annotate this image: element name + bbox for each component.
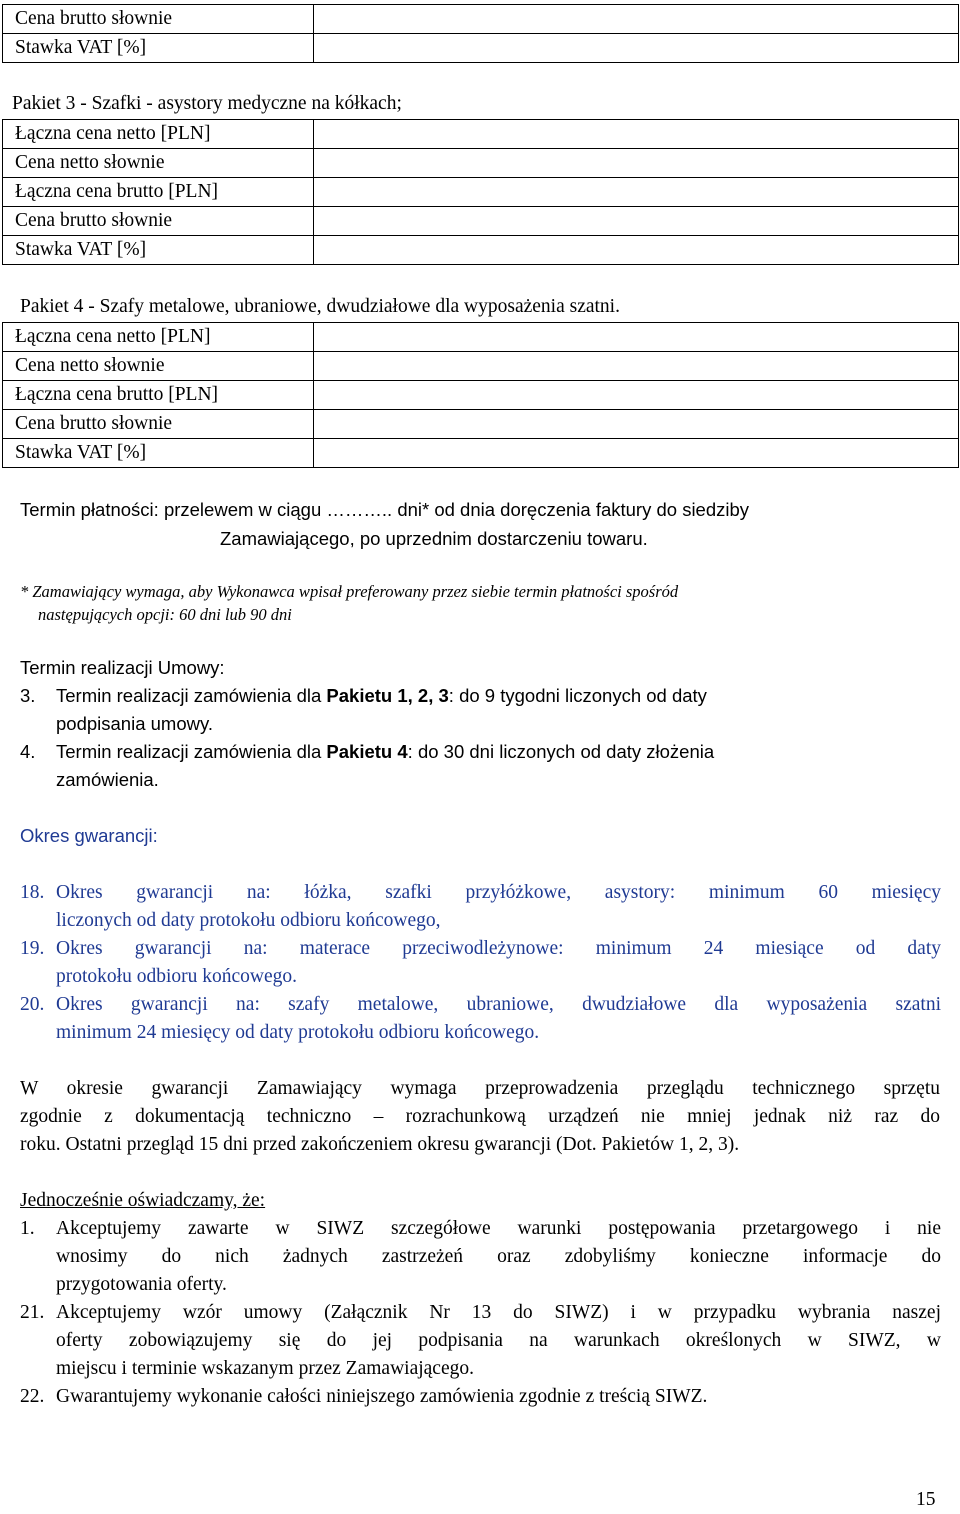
table-row: [3, 34, 959, 63]
realizacja-item-4: [56, 738, 714, 766]
oswiadczenia-item-22-line-1: Gwarantujemy wykonanie całości niniejszego zamówienia zgodnie z treścią SIWZ.: [56, 1386, 708, 1407]
row-label: Cena brutto słownie: [3, 5, 314, 34]
oswiadczenia-item-21-number: 21.: [20, 1302, 45, 1323]
realizacja-item-4-line-2: zamówienia.: [56, 769, 159, 790]
value-cell[interactable]: [314, 178, 959, 207]
gwarancja-item-19-number: 19.: [20, 938, 45, 959]
oswiadczenia-item-21-line-1: Akceptujemy wzór umowy (Załącznik Nr 13 do SIWZ) i w przypadku wybrania naszej: [56, 1302, 941, 1323]
item-text: Termin realizacji zamówienia dla: [56, 685, 327, 706]
przeglad-line-2: zgodnie z dokumentacją techniczno – rozrachunkową urządzeń nie mniej jednak niż raz do: [20, 1106, 940, 1127]
row-label: Stawka VAT [%]: [3, 34, 314, 63]
table-row: [3, 149, 959, 178]
row-label: Cena brutto słownie: [3, 410, 314, 439]
table-pakiet4: [2, 322, 959, 468]
realizacja-item-3-line-2: podpisania umowy.: [56, 713, 213, 734]
gwarancja-item-18-line-2: liczonych od daty protokołu odbioru końcowego,: [56, 910, 441, 931]
oswiadczenia-item-1-line-2: wnosimy do nich żadnych zastrzeżeń oraz zdobyliśmy konieczne informacje do: [56, 1246, 941, 1267]
gwarancja-item-20-line-1: Okres gwarancji na: szafy metalowe, ubraniowe, dwudziałowe dla wyposażenia szatni: [56, 994, 941, 1015]
value-cell[interactable]: [314, 352, 959, 381]
footnote-line-1: * Zamawiający wymaga, aby Wykonawca wpisał preferowany przez siebie termin płatności spośród: [20, 582, 679, 601]
oswiadczenia-item-21-line-3: miejscu i terminie wskazanym przez Zamawiającego.: [56, 1358, 474, 1379]
row-label: Łączna cena brutto [PLN]: [3, 178, 314, 207]
value-cell[interactable]: [314, 381, 959, 410]
pakiet4-title: Pakiet 4 - Szafy metalowe, ubraniowe, dwudziałowe dla wyposażenia szatni.: [20, 296, 620, 317]
table-row: [3, 352, 959, 381]
przeglad-line-1: W okresie gwarancji Zamawiający wymaga przeprowadzenia przeglądu technicznego sprzętu: [20, 1078, 940, 1099]
table-row: [3, 5, 959, 34]
realizacja-item-3-number: 3.: [20, 685, 36, 706]
row-label: Łączna cena brutto [PLN]: [3, 381, 314, 410]
realizacja-heading: Termin realizacji Umowy:: [20, 657, 225, 678]
table-top: [2, 4, 959, 63]
oswiadczenia-item-22-number: 22.: [20, 1386, 45, 1407]
gwarancja-item-19-line-1: Okres gwarancji na: materace przeciwodleżynowe: minimum 24 miesiące od daty: [56, 938, 941, 959]
row-label: Stawka VAT [%]: [3, 439, 314, 468]
payment-line-2: Zamawiającego, po uprzednim dostarczeniu towaru.: [220, 528, 648, 549]
value-cell[interactable]: [314, 410, 959, 439]
value-cell[interactable]: [314, 207, 959, 236]
item-text: Termin realizacji zamówienia dla: [56, 741, 327, 762]
table-row: [3, 323, 959, 352]
row-label: Łączna cena netto [PLN]: [3, 323, 314, 352]
page-number: 15: [916, 1489, 936, 1510]
value-cell[interactable]: [314, 149, 959, 178]
value-cell[interactable]: [314, 120, 959, 149]
row-label: Łączna cena netto [PLN]: [3, 120, 314, 149]
value-cell[interactable]: [314, 5, 959, 34]
row-label: Cena netto słownie: [3, 352, 314, 381]
value-cell[interactable]: [314, 323, 959, 352]
gwarancja-item-18-number: 18.: [20, 882, 45, 903]
oswiadczenia-item-1-number: 1.: [20, 1218, 35, 1239]
oswiadczenia-item-21-line-2: oferty zobowiązujemy się do jej podpisania na warunkach określonych w SIWZ, w: [56, 1330, 941, 1351]
item-text: : do 30 dni liczonych od daty złożenia: [407, 741, 715, 762]
pakiet-ref: Pakietu 1, 2, 3: [326, 685, 449, 706]
realizacja-item-4-number: 4.: [20, 741, 36, 762]
table-row: [3, 236, 959, 265]
table-row: [3, 410, 959, 439]
table-row: [3, 381, 959, 410]
table-row: [3, 439, 959, 468]
row-label: Cena netto słownie: [3, 149, 314, 178]
item-text: : do 9 tygodni liczonych od daty: [448, 685, 707, 706]
gwarancja-item-18-line-1: Okres gwarancji na: łóżka, szafki przyłóżkowe, asystory: minimum 60 miesięcy: [56, 882, 941, 903]
oswiadczenia-item-1-line-1: Akceptujemy zawarte w SIWZ szczegółowe warunki postępowania przetargowego i nie: [56, 1218, 941, 1239]
oswiadczenia-item-1-line-3: przygotowania oferty.: [56, 1274, 227, 1295]
table-row: [3, 178, 959, 207]
przeglad-line-3: roku. Ostatni przegląd 15 dni przed zakończeniem okresu gwarancji (Dot. Pakietów 1, 2, 3).: [20, 1134, 740, 1155]
gwarancja-heading: Okres gwarancji:: [20, 825, 158, 846]
footnote-line-2: następujących opcji: 60 dni lub 90 dni: [38, 605, 292, 624]
value-cell[interactable]: [314, 236, 959, 265]
value-cell[interactable]: [314, 34, 959, 63]
pakiet3-title: Pakiet 3 - Szafki - asystory medyczne na kółkach;: [12, 93, 402, 114]
payment-line-1: Termin płatności: przelewem w ciągu ……….. dni* od dnia doręczenia faktury do siedziby: [20, 499, 750, 520]
gwarancja-item-20-line-2: minimum 24 miesięcy od daty protokołu odbioru końcowego.: [56, 1022, 540, 1043]
oswiadczenia-heading: Jednocześnie oświadczamy, że:: [20, 1190, 266, 1211]
row-label: Stawka VAT [%]: [3, 236, 314, 265]
table-row: [3, 207, 959, 236]
row-label: Cena brutto słownie: [3, 207, 314, 236]
table-row: [3, 120, 959, 149]
value-cell[interactable]: [314, 439, 959, 468]
table-pakiet3: [2, 119, 959, 265]
realizacja-item-3: [56, 682, 707, 710]
pakiet-ref: Pakietu 4: [326, 741, 408, 762]
gwarancja-item-20-number: 20.: [20, 994, 45, 1015]
gwarancja-item-19-line-2: protokołu odbioru końcowego.: [56, 966, 298, 987]
